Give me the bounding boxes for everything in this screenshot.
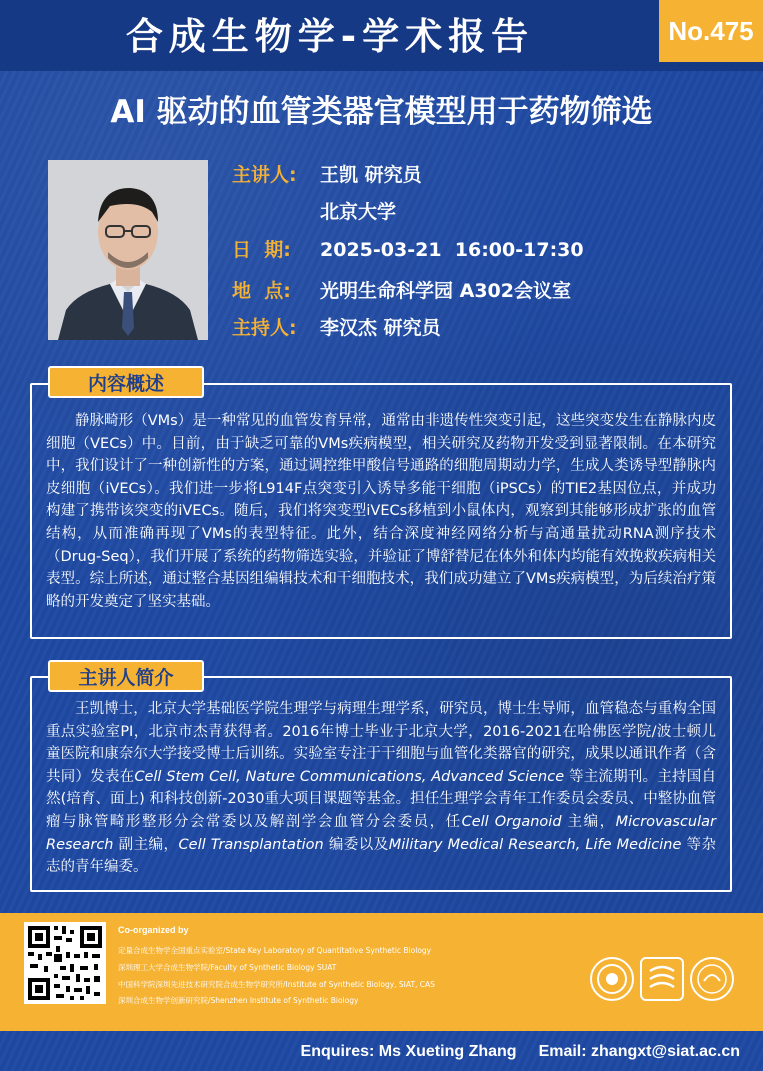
speaker-photo [48, 160, 208, 340]
email-text[interactable]: Email: zhangxt@siat.ac.cn [538, 1043, 740, 1060]
affiliation-row [320, 197, 396, 224]
bio-part4: 副主编， [113, 836, 179, 853]
talk-title: AI 驱动的血管类器官模型用于药物筛选 [110, 94, 653, 130]
location-row [232, 276, 571, 303]
speaker-row [232, 160, 422, 187]
qr-code-icon [24, 922, 106, 1004]
issue-badge: No.475 [659, 0, 763, 62]
enquiries-text: Enquires: Ms Xueting Zhang [300, 1043, 517, 1060]
organizer-line: 定量合成生物学全国重点实验室/State Key Laboratory of Quantitative Synthetic Biology [118, 946, 432, 955]
bio-part3: 主编， [561, 813, 616, 830]
symbio-logo-icon [690, 957, 734, 1001]
speaker-affiliation: 北京大学 [320, 201, 397, 223]
bio-heading: 主讲人简介 [48, 660, 204, 692]
institute-logo-icon [640, 957, 684, 1001]
organizer-line: 深圳合成生物学创新研究院/Shenzhen Institute of Synthetic Biology [118, 996, 359, 1005]
co-organized-title: Co-organized by [118, 925, 189, 935]
abstract-section [30, 383, 732, 639]
bio-journal-cell: Cell Transplantation [178, 836, 324, 853]
series-title: 合成生物学-学术报告 [125, 15, 535, 58]
organizer-line: 深圳理工大学合成生物学院/Faculty of Synthetic Biology SUAT [118, 963, 337, 972]
bio-journals2: Military Medical Research, Life Medicine [388, 836, 682, 853]
bio-text [32, 678, 730, 879]
siat-logo-icon [590, 957, 634, 1001]
date-value: 2025-03-21 16:00-17:30 [320, 239, 584, 261]
location-value: 光明生命科学园 A302会议室 [320, 280, 571, 302]
bio-journal-assoc: Microvascular Research [46, 813, 716, 853]
abstract-heading: 内容概述 [48, 366, 204, 398]
host-label: 主持人: [232, 317, 297, 339]
host-value: 李汉杰 研究员 [320, 317, 441, 339]
bio-journals1: Cell Stem Cell, Nature Communications, Advanced Science [134, 768, 565, 785]
bio-part5: 编委以及 [323, 836, 389, 853]
organizer-line: 中国科学院深圳先进技术研究院合成生物学研究所/Institute of Synthetic Biology, SIAT, CAS [118, 980, 435, 989]
date-row [232, 235, 584, 262]
bio-part2: 等主流期刊。主持国自然(培育、面上) 和科技创新-2030重大项目课题等基金。担任生理学会青年工作委员会委员、中整协血管瘤与脉管畸形整形分会常委以及解剖学会血管分会委员，任 [46, 768, 717, 830]
location-label: 地 点: [232, 280, 291, 302]
bio-journal-editor: Cell Organoid [461, 813, 562, 830]
host-row [232, 313, 441, 340]
bio-section [30, 676, 732, 892]
date-label: 日 期: [232, 239, 291, 261]
bio-part6: 等杂志的青年编委。 [46, 836, 717, 876]
abstract-text: 静脉畸形（VMs）是一种常见的血管发育异常，通常由非遗传性突变引起，这些突变发生在静脉内皮细胞（VECs）中。目前，由于缺乏可靠的VMs疾病模型，相关研究及药物开发受到显著限制。在本研究中，我们设计了一种创新性的方案，通过调控维甲酸信号通路的细胞周期动力学，生成人类诱导型静脉内皮细胞（iVECs）。我们进一步将L914F点突变引入诱导多能干细胞（iPSCs）的TIE2基因位点，并成功构建了携带该突变的iVECs。随后，我们将突变型iVECs移植到小鼠体内，观察到其能够形成扩张的血管结构，从而准确再现了VMs的表型特征。此外，结合深度神经网络分析与高通量扰动RNA测序技术（Drug-Seq），我们开展了系统的药物筛选实验，并验证了博舒替尼在体外和体内均能有效挽救疾病相关表型。综上所述，通过整合基因组编辑技术和干细胞技术，我们成功建立了VMs疾病模型，为后续治疗策略的开发奠定了坚实基础。 [46, 413, 717, 610]
speaker-label: 主讲人: [232, 164, 297, 186]
bio-part1: 王凯博士，北京大学基础医学院生理学与病理生理学系，研究员，博士生导师，血管稳态与重构全国重点实验室PI，北京市杰青获得者。2016年博士毕业于北京大学，2016-2021在哈佛医学院/波士顿儿童医院和康奈尔大学接受博士后训练。实验室专注于干细胞与血管化类器官的研究，成果以通讯作者（含共同）发表在 [46, 701, 716, 785]
contact-line [0, 1043, 740, 1061]
speaker-name: 王凯 研究员 [320, 164, 422, 186]
